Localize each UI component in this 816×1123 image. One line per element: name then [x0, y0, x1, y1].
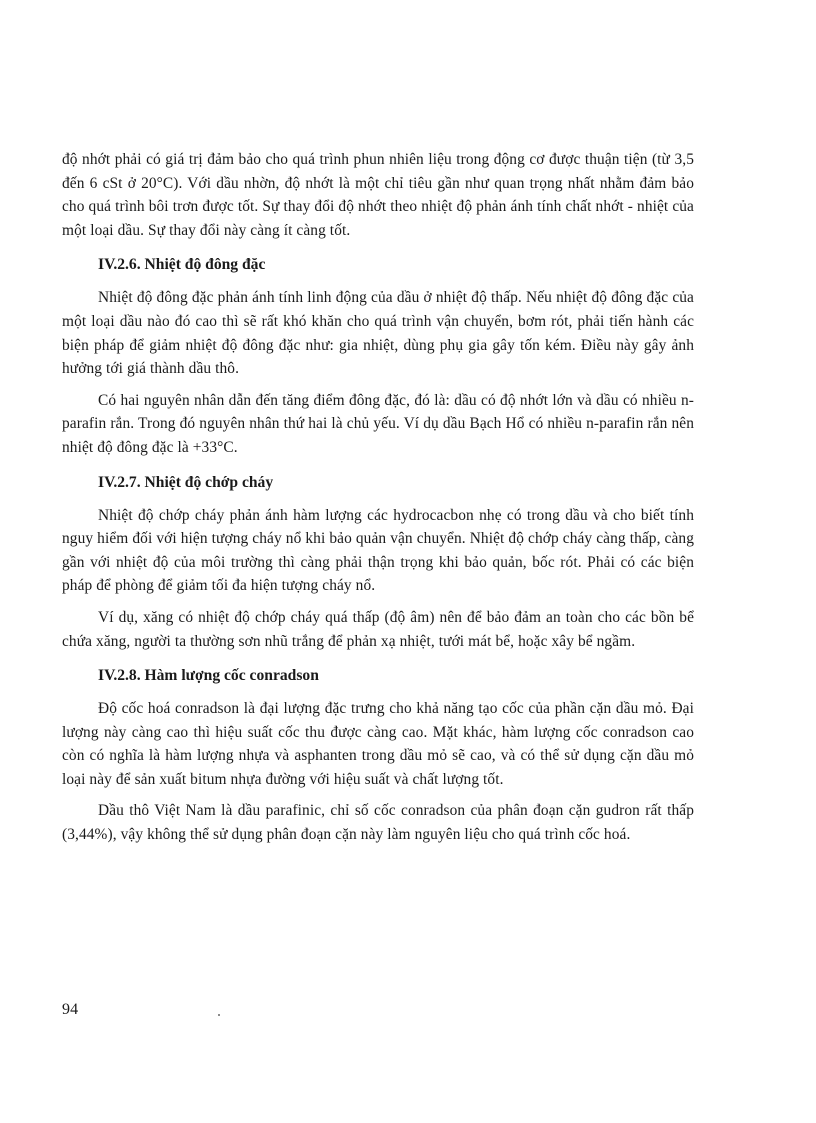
- paragraph-flash-point-1: Nhiệt độ chớp cháy phản ánh hàm lượng các hydrocacbon nhẹ có trong dầu và cho biết tính nguy hiểm đối với hiện tượng cháy nổ khi bảo quản vận chuyển. Nhiệt độ chớp cháy càng thấp, càng gần với nhiệt độ của môi trường thì càng phải thận trọng khi bảo quản, bốc rót. Phải có các biện pháp để phòng để giảm tối đa hiện tượng cháy nổ.: [62, 506, 694, 595]
- paragraph-pour-point-2: Có hai nguyên nhân dẫn đến tăng điểm đông đặc, đó là: dầu có độ nhớt lớn và dầu có nhiều n-parafin rắn. Trong đó nguyên nhân thứ hai là chủ yếu. Ví dụ dầu Bạch Hổ có nhiều n-parafin rắn nên nhiệt độ đông đặc là +33°C.: [62, 391, 694, 456]
- heading-flash-point: IV.2.7. Nhiệt độ chớp cháy: [98, 473, 274, 491]
- paragraph-pour-point-1: Nhiệt độ đông đặc phản ánh tính linh động của dầu ở nhiệt độ thấp. Nếu nhiệt độ đông đặc của một loại dầu nào đó cao thì sẽ rất khó khăn cho quá trình vận chuyển, bơm rót, phải tiến hành các biện pháp để giảm nhiệt độ đông đặc như: gia nhiệt, dùng phụ gia gây tốn kém. Điều này gây ảnh hưởng tới giá thành dầu thô.: [62, 289, 694, 378]
- paragraph-viscosity-continued: độ nhớt phải có giá trị đảm bảo cho quá trình phun nhiên liệu trong động cơ được thuận tiện (từ 3,5 đến 6 cSt ở 20°C). Với dầu nhờn, độ nhớt là một chỉ tiêu gần như quan trọng nhất nhằm đảm bảo cho quá trình bôi trơn được tốt. Sự thay đổi độ nhớt theo nhiệt độ phản ánh tính chất nhớt - nhiệt của một loại dầu. Sự thay đổi này càng ít càng tốt.: [62, 151, 694, 239]
- paragraph-conradson-2: Dầu thô Việt Nam là dầu parafinic, chỉ số cốc conradson của phân đoạn cặn gudron rất thấp (3,44%), vậy không thể sử dụng phân đoạn cặn này làm nguyên liệu cho quá trình cốc hoá.: [62, 802, 694, 844]
- paragraph-conradson-1: Độ cốc hoá conradson là đại lượng đặc trưng cho khả năng tạo cốc của phần cặn dầu mỏ. Đại lượng này càng cao thì hiệu suất cốc thu được càng cao. Mặt khác, hàm lượng cốc conradson cao còn có nghĩa là hàm lượng nhựa và asphanten trong dầu mỏ sẽ cao, và có thể sử dụng cặn dầu mỏ loại này để sản xuất bitum nhựa đường với hiệu suất và chất lượng tốt.: [62, 700, 694, 788]
- heading-pour-point: IV.2.6. Nhiệt độ đông đặc: [98, 256, 266, 274]
- scan-speck: [218, 1014, 220, 1016]
- page-number: 94: [62, 1001, 79, 1018]
- page-body: [62, 148, 694, 847]
- paragraph-flash-point-2: Ví dụ, xăng có nhiệt độ chớp cháy quá thấp (độ âm) nên để bảo đảm an toàn cho các bồn bể chứa xăng, người ta thường sơn nhũ trắng để phản xạ nhiệt, tưới mát bể, hoặc xây bể ngầm.: [62, 608, 694, 650]
- heading-conradson-carbon: IV.2.8. Hàm lượng cốc conradson: [98, 667, 319, 685]
